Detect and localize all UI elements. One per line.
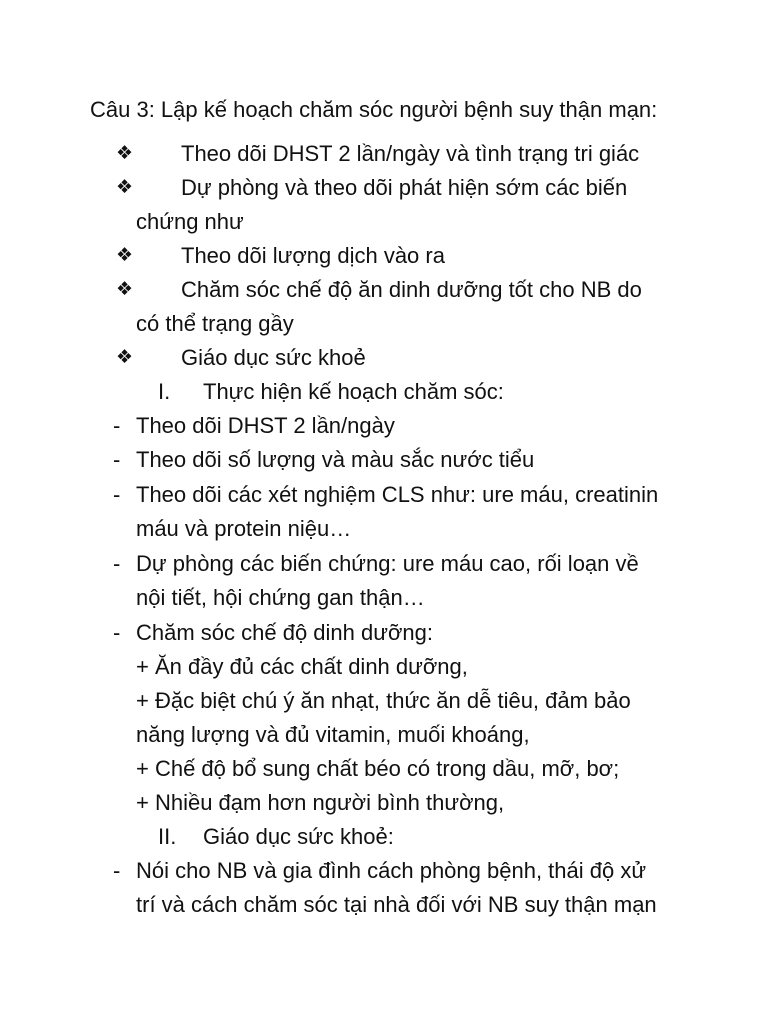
diamond-bullet-icon: ❖ [116,143,134,164]
plan-item-continuation: có thể trạng gầy [136,311,294,336]
document-heading: Câu 3: Lập kế hoạch chăm sóc người bệnh suy thận mạn: [90,97,658,122]
list-item-text: Chăm sóc chế độ dinh dưỡng: [136,620,433,645]
nutrition-line: + Nhiều đạm hơn người bình thường, [136,790,505,815]
plan-item-continuation: chứng như [136,209,244,234]
plan-item-text: Theo dõi DHST 2 lần/ngày và tình trạng tri giác [181,141,640,166]
plan-item-text: Giáo dục sức khoẻ [181,345,366,370]
dash-bullet: - [113,858,121,883]
list-item-text: Theo dõi số lượng và màu sắc nước tiểu [136,447,535,472]
nutrition-line: + Chế độ bổ sung chất béo có trong dầu, mỡ, bơ; [136,756,620,781]
nutrition-line: + Ăn đầy đủ các chất dinh dưỡng, [136,654,468,679]
list-item-continuation: trí và cách chăm sóc tại nhà đối với NB suy thận mạn [136,892,657,917]
list-item-text: Dự phòng các biến chứng: ure máu cao, rối loạn về [136,551,639,576]
diamond-bullet-icon: ❖ [116,177,134,198]
section-title: Giáo dục sức khoẻ: [203,824,394,849]
nutrition-line: + Đặc biệt chú ý ăn nhạt, thức ăn dễ tiêu, đảm bảo [136,688,631,713]
list-item-continuation: nội tiết, hội chứng gan thận… [136,585,425,610]
section-number: I. [158,379,171,404]
section-title: Thực hiện kế hoạch chăm sóc: [203,379,504,404]
dash-bullet: - [113,482,121,507]
list-item-text: Theo dõi DHST 2 lần/ngày [136,413,395,438]
plan-item-text: Theo dõi lượng dịch vào ra [181,243,445,268]
list-item-text: Theo dõi các xét nghiệm CLS như: ure máu, creatinin [136,482,659,507]
nutrition-line: năng lượng và đủ vitamin, muối khoáng, [136,722,530,747]
list-item-text: Nói cho NB và gia đình cách phòng bệnh, thái độ xử [136,858,647,883]
section-number: II. [158,824,177,849]
diamond-bullet-icon: ❖ [116,245,134,266]
dash-bullet: - [113,447,121,472]
plan-item-text: Chăm sóc chế độ ăn dinh dưỡng tốt cho NB do [181,277,642,302]
dash-bullet: - [113,413,121,438]
dash-bullet: - [113,620,121,645]
dash-bullet: - [113,551,121,576]
diamond-bullet-icon: ❖ [116,279,134,300]
list-item-continuation: máu và protein niệu… [136,516,352,541]
diamond-bullet-icon: ❖ [116,347,134,368]
plan-item-text: Dự phòng và theo dõi phát hiện sớm các biến [181,175,628,200]
